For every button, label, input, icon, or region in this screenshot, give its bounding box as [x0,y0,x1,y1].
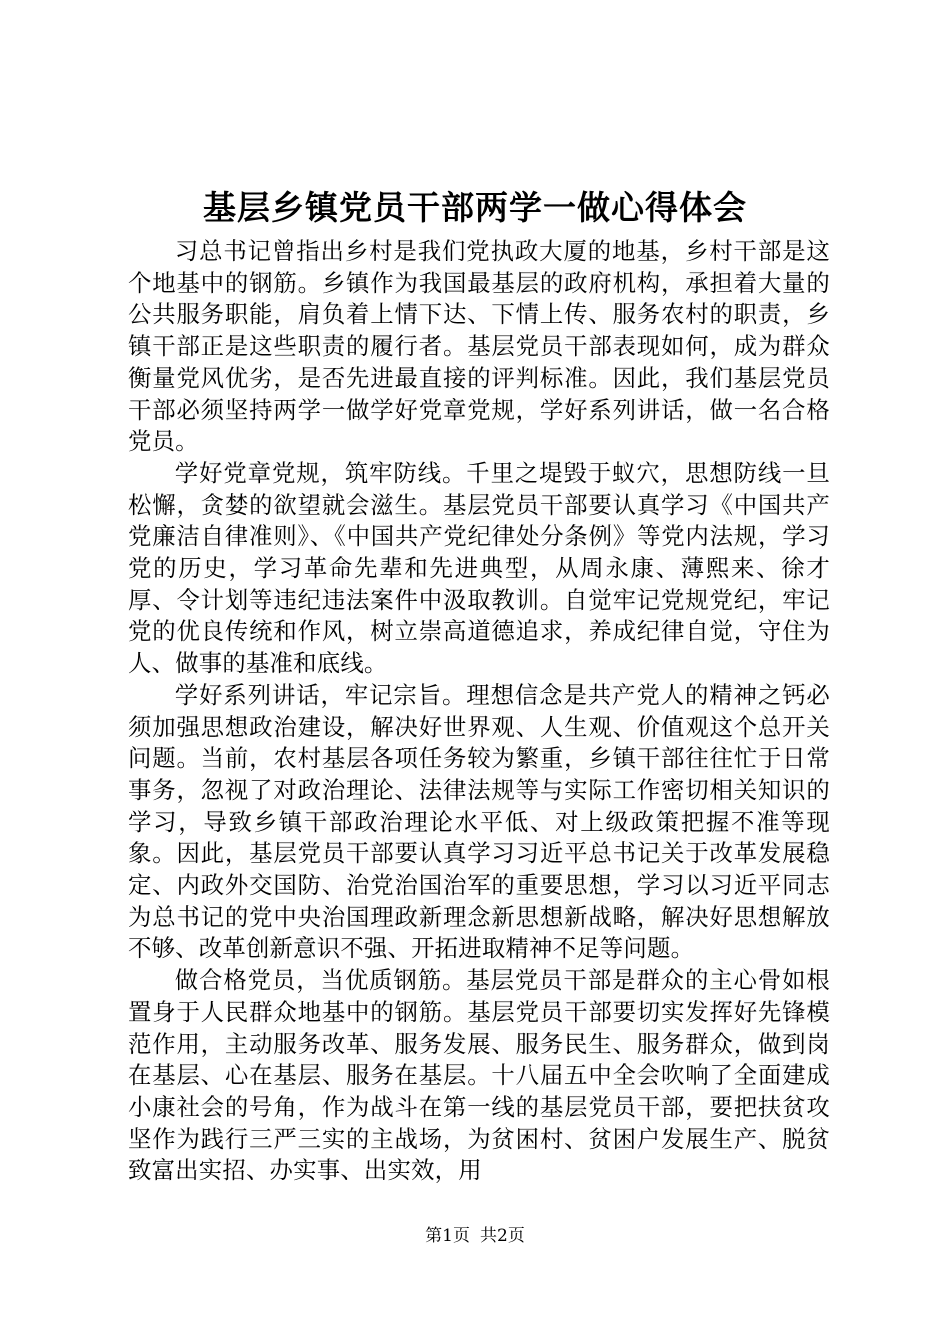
document-body [128,236,830,1187]
page-number: 第1页 [425,1226,470,1246]
page-footer [0,1224,950,1248]
document-title: 基层乡镇党员干部两学一做心得体会 [203,188,747,227]
page-total: 共2页 [480,1226,525,1246]
paragraph-4: 做合格党员，当优质钢筋。基层党员干部是群众的主心骨如根置身于人民群众地基中的钢筋。基层党员干部要切实发挥好先锋模范作用，主动服务改革、服务发展、服务民生、服务群众，做到岗在基层、心在基层、服务在基层。十八届五中全会吹响了全面建成小康社会的号角，作为战斗在第一线的基层党员干部，要把扶贫攻坚作为践行三严三实的主战场，为贫困村、贫困户发展生产、脱贫致富出实招、办实事、出实效，用 [128,966,830,1185]
paragraph-2: 学好党章党规，筑牢防线。千里之堤毁于蚁穴，思想防线一旦松懈，贪婪的欲望就会滋生。基层党员干部要认真学习《中国共产党廉洁自律准则》、《中国共产党纪律处分条例》等党内法规，学习党的历史，学习革命先辈和先进典型，从周永康、薄熙来、徐才厚、令计划等违纪违法案件中汲取教训。自觉牢记党规党纪，牢记党的优良传统和作风，树立崇高道德追求，养成纪律自觉，守住为人、做事的基准和底线。 [128,458,830,678]
paragraph-1: 习总书记曾指出乡村是我们党执政大厦的地基，乡村干部是这个地基中的钢筋。乡镇作为我国最基层的政府机构，承担着大量的公共服务职能，肩负着上情下达、下情上传、服务农村的职责，乡镇干部正是这些职责的履行者。基层党员干部表现如何，成为群众衡量党风优劣，是否先进最直接的评判标准。因此，我们基层党员干部必须坚持两学一做学好党章党规，学好系列讲话，做一名合格党员。 [128,237,830,456]
paragraph-3: 学好系列讲话，牢记宗旨。理想信念是共产党人的精神之钙必须加强思想政治建设，解决好世界观、人生观、价值观这个总开关问题。当前，农村基层各项任务较为繁重，乡镇干部往往忙于日常事务，忽视了对政治理论、法律法规等与实际工作密切相关知识的学习，导致乡镇干部政治理论水平低、对上级政策把握不准等现象。因此，基层党员干部要认真学习习近平总书记关于改革发展稳定、内政外交国防、治党治国治军的重要思想，学习以习近平同志为总书记的党中央治国理政新理念新思想新战略，解决好思想解放不够、改革创新意识不强、开拓进取精神不足等问题。 [128,680,830,963]
